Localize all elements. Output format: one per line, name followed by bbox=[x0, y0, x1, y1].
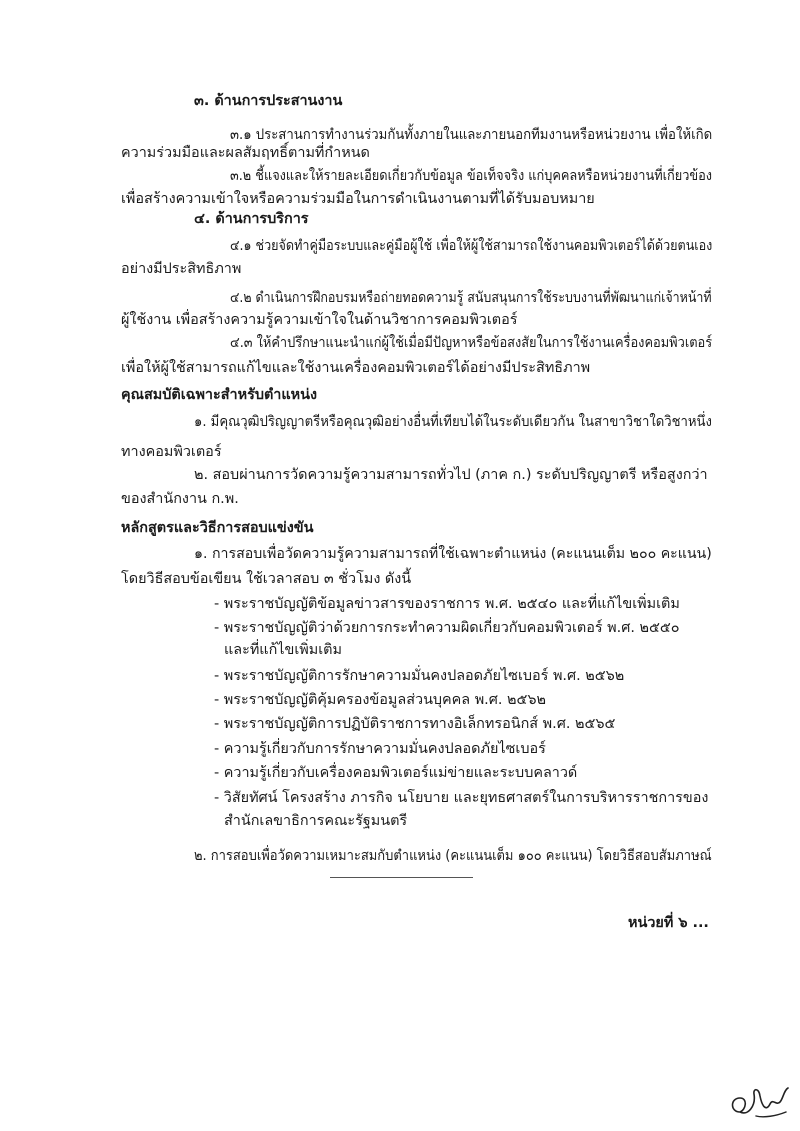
exam-bullet-5: - พระราชบัญญัติการปฏิบัติราชการทางอิเล็กทรอนิกส์ พ.ศ. ๒๕๖๕ bbox=[214, 716, 616, 732]
qualifications-heading: คุณสมบัติเฉพาะสำหรับตำแหน่ง bbox=[121, 387, 318, 403]
exam-bullet-1: - พระราชบัญญัติข้อมูลข่าวสารของราชการ พ.ศ. ๒๕๔๐ และที่แก้ไขเพิ่มเติม bbox=[214, 596, 680, 612]
exam-bullet-2-line-1: - พระราชบัญญัติว่าด้วยการกระทำความผิดเกี่ยวกับคอมพิวเตอร์ พ.ศ. ๒๕๕๐ bbox=[214, 620, 680, 636]
section-divider bbox=[330, 877, 473, 878]
next-page-marker: หน่วยที่ ๖ ... bbox=[628, 915, 709, 931]
exam-bullet-8-line-1: - วิสัยทัศน์ โครงสร้าง ภารกิจ นโยบาย และยุทธศาสตร์ในการบริหารราชการของ bbox=[214, 790, 709, 806]
section-4-1-line-1: ๔.๑ ช่วยจัดทำคู่มือระบบและคู่มือผู้ใช้ เพื่อให้ผู้ใช้สามารถใช้งานคอมพิวเตอร์ได้ด้วยตนเอง bbox=[230, 238, 713, 254]
qualification-1-line-1: ๑. มีคุณวุฒิปริญญาตรีหรือคุณวุฒิอย่างอื่นที่เทียบได้ในระดับเดียวกัน ในสาขาวิชาใดวิชาหนึ่ง bbox=[194, 414, 712, 430]
exam-bullet-3: - พระราชบัญญัติการรักษาความมั่นคงปลอดภัยไซเบอร์ พ.ศ. ๒๕๖๒ bbox=[214, 668, 625, 684]
exam-bullet-4: - พระราชบัญญัติคุ้มครองข้อมูลส่วนบุคคล พ.ศ. ๒๕๖๒ bbox=[214, 692, 547, 708]
signature-mark bbox=[726, 1082, 792, 1122]
qualification-1-line-2: ทางคอมพิวเตอร์ bbox=[121, 444, 222, 460]
section-4-1-line-2: อย่างมีประสิทธิภาพ bbox=[121, 261, 242, 277]
exam-1-line-2: โดยวิธีสอบข้อเขียน ใช้เวลาสอบ ๓ ชั่วโมง ดังนี้ bbox=[121, 571, 412, 587]
section-3-1-line-2: ความร่วมมือและผลสัมฤทธิ์ตามที่กำหนด bbox=[121, 145, 370, 161]
exam-heading: หลักสูตรและวิธีการสอบแข่งขัน bbox=[121, 520, 314, 536]
exam-1-line-1: ๑. การสอบเพื่อวัดความรู้ความสามารถที่ใช้เฉพาะตำแหน่ง (คะแนนเต็ม ๒๐๐ คะแนน) bbox=[194, 546, 712, 562]
section-3-2-line-2: เพื่อสร้างความเข้าใจหรือความร่วมมือในการดำเนินงานตามที่ได้รับมอบหมาย bbox=[121, 191, 595, 207]
exam-bullet-2-line-2: และที่แก้ไขเพิ่มเติม bbox=[224, 642, 343, 658]
section-4-3-line-2: เพื่อให้ผู้ใช้สามารถแก้ไขและใช้งานเครื่องคอมพิวเตอร์ได้อย่างมีประสิทธิภาพ bbox=[121, 360, 591, 376]
section-3-1-line-1: ๓.๑ ประสานการทำงานร่วมกันทั้งภายในและภายนอกทีมงานหรือหน่วยงาน เพื่อให้เกิด bbox=[230, 127, 713, 143]
section-4-3-line-1: ๔.๓ ให้คำปรึกษาแนะนำแก่ผู้ใช้เมื่อมีปัญหาหรือข้อสงสัยในการใช้งานเครื่องคอมพิวเตอร์ bbox=[230, 335, 713, 351]
section-4-2-line-1: ๔.๒ ดำเนินการฝึกอบรมหรือถ่ายทอดความรู้ สนับสนุนการใช้ระบบงานที่พัฒนาแก่เจ้าหน้าที่ bbox=[230, 290, 712, 306]
qualification-2-line-1: ๒. สอบผ่านการวัดความรู้ความสามารถทั่วไป (ภาค ก.) ระดับปริญญาตรี หรือสูงกว่า bbox=[194, 467, 708, 483]
section-3-heading: ๓. ด้านการประสานงาน bbox=[194, 93, 343, 109]
section-4-heading: ๔. ด้านการบริการ bbox=[194, 211, 309, 227]
section-4-2-line-2: ผู้ใช้งาน เพื่อสร้างความรู้ความเข้าใจในด้านวิชาการคอมพิวเตอร์ bbox=[121, 312, 518, 328]
exam-2: ๒. การสอบเพื่อวัดความเหมาะสมกับตำแหน่ง (คะแนนเต็ม ๑๐๐ คะแนน) โดยวิธีสอบสัมภาษณ์ bbox=[194, 848, 712, 864]
section-3-2-line-1: ๓.๒ ชี้แจงและให้รายละเอียดเกี่ยวกับข้อมูล ข้อเท็จจริง แก่บุคคลหรือหน่วยงานที่เกี่ยวข้อง bbox=[230, 168, 713, 184]
exam-bullet-6: - ความรู้เกี่ยวกับการรักษาความมั่นคงปลอดภัยไซเบอร์ bbox=[214, 741, 546, 757]
exam-bullet-8-line-2: สำนักเลขาธิการคณะรัฐมนตรี bbox=[224, 813, 408, 829]
qualification-2-line-2: ของสำนักงาน ก.พ. bbox=[121, 491, 239, 507]
exam-bullet-7: - ความรู้เกี่ยวกับเครื่องคอมพิวเตอร์แม่ข่ายและระบบคลาวด์ bbox=[214, 765, 578, 781]
